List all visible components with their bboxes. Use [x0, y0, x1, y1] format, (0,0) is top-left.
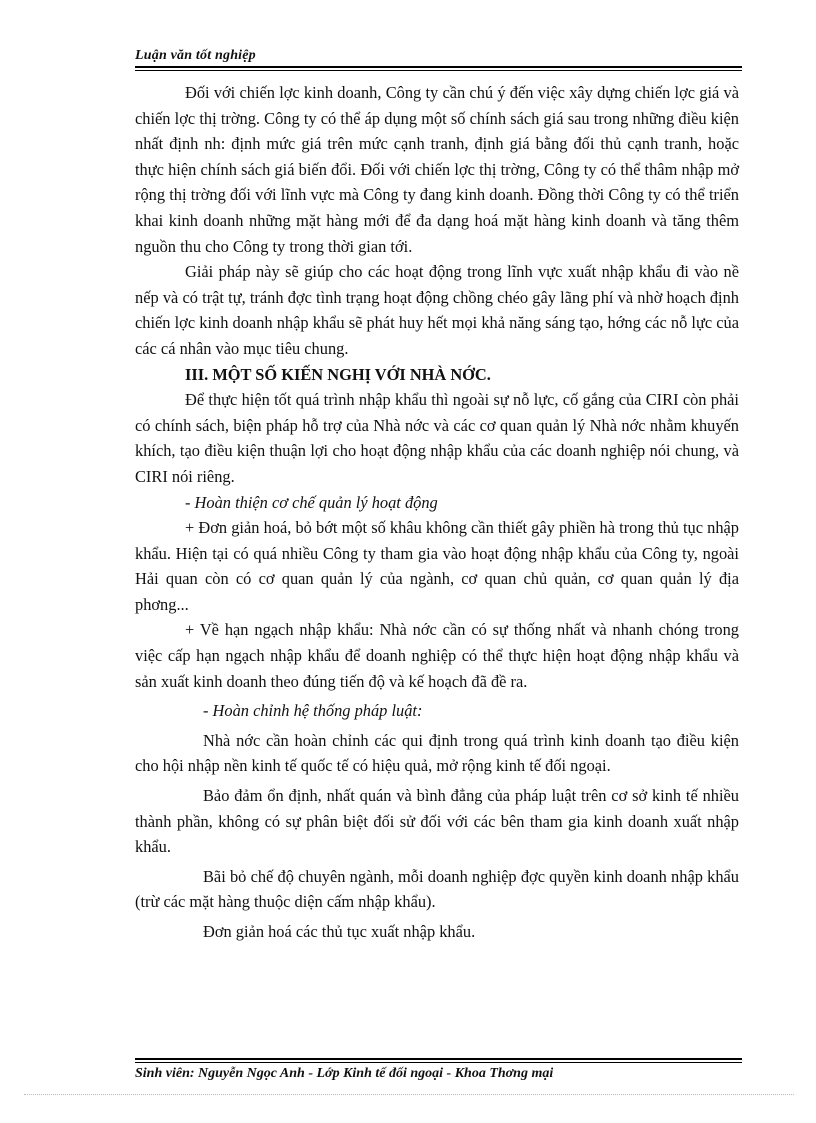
paragraph-legal-complete: Nhà nớc cần hoàn chỉnh các qui định trong quá trình kinh doanh tạo điều kiện cho hội nhập nền kinh tế quốc tế có hiệu quả, mở rộng kinh tế đối ngoại. — [135, 730, 739, 776]
paragraph-procedures: Đơn giản hoá các thủ tục xuất nhập khẩu. — [203, 922, 476, 941]
header-title: Luận văn tốt nghiệp — [135, 48, 256, 63]
paragraph-simplify: + Đơn giản hoá, bỏ bớt một số khâu không cần thiết gây phiền hà trong thủ tục nhập khẩu. Hiện tại có quá nhiều Công ty tham gia vào hoạt động nhập khẩu của Công ty, ngoài Hải quan còn có cơ quan quản lý của ngành, cơ quan chủ quản, cơ quan quản lý địa phơng... — [135, 518, 739, 614]
section-heading: III. MỘT SỐ KIẾN NGHỊ VỚI NHÀ NỚC. — [185, 364, 491, 384]
paragraph-strategy: Đối với chiến lợc kinh doanh, Công ty cần chú ý đến việc xây dựng chiến lợc giá và chiến lợc thị trờng. Công ty có thể áp dụng một số chính sách giá sau trong những điều kiện nhất định nh: định mức giá trên mức cạnh tranh, định giá bằng đối thủ cạnh tranh, hoặc thực hiện chính sách giá biến đổi. Đối với chiến lợc thị trờng, Công ty có thể thâm nhập mở rộng thị trờng đối với lĩnh vực mà Công ty đang kinh doanh. Đồng thời Công ty có thể triển khai kinh doanh những mặt hàng mới để đa dạng hoá mặt hàng kinh doanh và tăng thêm nguồn thu cho Công ty trong thời gian tới. — [135, 83, 739, 256]
subheading-management: - Hoàn thiện cơ chế quản lý hoạt động — [185, 492, 438, 512]
footer-rule-thick — [135, 1058, 742, 1060]
footer-rule-thin — [135, 1062, 742, 1063]
paragraph-recommendation: Để thực hiện tốt quá trình nhập khẩu thì ngoài sự nỗ lực, cố gắng của CIRI còn phải có chính sách, biện pháp hỗ trợ của Nhà nớc và các cơ quan quản lý Nhà nớc nhằm khuyến khích, tạo điều kiện thuận lợi cho hoạt động nhập khẩu của các doanh nghiệp nói chung, và CIRI nói riêng. — [135, 390, 739, 486]
paragraph-abolish: Bãi bỏ chế độ chuyên ngành, mỗi doanh nghiệp đợc quyền kinh doanh nhập khẩu (trừ các mặt hàng thuộc diện cấm nhập khẩu). — [135, 866, 739, 912]
subheading-legal: - Hoàn chỉnh hệ thống pháp luật: — [203, 701, 423, 721]
paragraph-solution: Giải pháp này sẽ giúp cho các hoạt động trong lĩnh vực xuất nhập khẩu đi vào nề nếp và có trật tự, tránh đợc tình trạng hoạt động chồng chéo gây lãng phí và nhờ hoạch định chiến lợc kinh doanh nhập khẩu sẽ phát huy hết mọi khả năng sáng tạo, hớng các nỗ lực của các cá nhân vào mục tiêu chung. — [135, 262, 739, 358]
body-text — [135, 80, 739, 945]
paragraph-quota: + Về hạn ngạch nhập khẩu: Nhà nớc cần có sự thống nhất và nhanh chóng trong việc cấp hạn ngạch nhập khẩu để doanh nghiệp có thể thực hiện hoạt động nhập khẩu và sản xuất kinh doanh theo đúng tiến độ và kế hoạch đã đề ra. — [135, 620, 739, 691]
footer-text: Sinh viên: Nguyễn Ngọc Anh - Lớp Kinh tế đối ngoại - Khoa Thơng mại — [135, 1066, 554, 1081]
header-rule-thick — [135, 66, 742, 68]
header-rule-thin — [135, 70, 742, 71]
page-bottom-dotted-line — [24, 1094, 794, 1095]
paragraph-stability: Bảo đảm ổn định, nhất quán và bình đẳng của pháp luật trên cơ sở kinh tế nhiều thành phần, không có sự phân biệt đối sử đối với các bên tham gia kinh doanh xuất nhập khẩu. — [135, 786, 739, 857]
